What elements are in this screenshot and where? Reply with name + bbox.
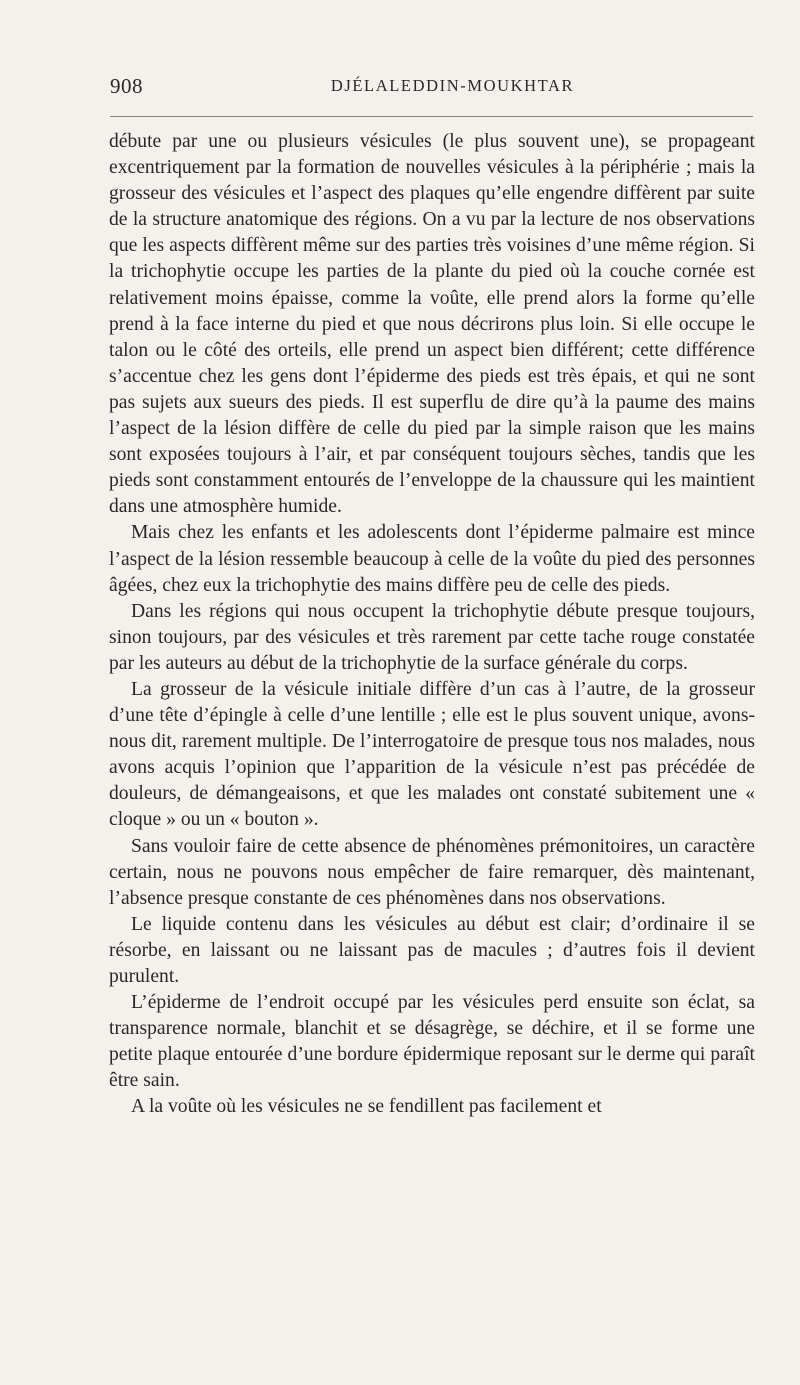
paragraph: Sans vouloir faire de cette absence de phénomènes prémonitoires, un caractère certain, nous ne pouvons nous empêcher de faire remarquer, dès maintenant, l’absence presque constante de ces phénomènes dans nos observations. xyxy=(109,835,755,909)
paragraph: Le liquide contenu dans les vésicules au début est clair; d’ordinaire il se résorbe, en laissant ou ne laissant pas de macules ; d’autres fois il devient purulent. xyxy=(109,913,755,987)
paragraph: L’épiderme de l’endroit occupé par les vésicules perd ensuite son éclat, sa transparence normale, blanchit et se désagrège, se déchire, et il se forme une petite plaque entourée d’une bordure épidermique reposant sur le derme qui paraît être sain. xyxy=(109,992,755,1092)
paragraph: Mais chez les enfants et les adolescents dont l’épiderme palmaire est mince l’aspect de la lésion ressemble beaucoup à celle de la voûte du pied des personnes âgées, chez eux la trichophytie des mains diffère peu de celle des pieds. xyxy=(109,522,755,596)
header-rule xyxy=(110,116,753,117)
paragraph: Dans les régions qui nous occupent la trichophytie débute presque toujours, sinon toujours, par des vésicules et très rarement par cette tache rouge constatée par les auteurs au début de la trichophytie de la surface générale du corps. xyxy=(109,600,755,674)
paragraph-continued: débute par une ou plusieurs vésicules (le plus souvent une), se propageant excentriquement par la formation de nouvelles vésicules à la périphérie ; mais la grosseur des vésicules et l’aspect des plaques qu’elle engendre diffèrent par suite de la structure anatomique des régions. On a vu par la lecture de nos observations que les aspects diffèrent même sur des parties très voisines d’une même région. Si la trichophytie occupe les parties de la plante du pied où la couche cornée est relativement moins épaisse, comme la voûte, elle prend alors la forme qu’elle prend à la face interne du pied et que nous décrirons plus loin. Si elle occupe le talon ou le côté des orteils, elle prend un aspect bien différent; cette différence s’accentue chez les gens dont l’épiderme des pieds est très épais, et qui ne sont pas sujets aux sueurs des pieds. Il est superflu de dire qu’à la paume des mains l’aspect de la lésion diffère de celle du pied par la simple raison que les mains sont exposées toujours à l’air, et par conséquent toujours sèches, tandis que les pieds sont constamment entourés de l’enveloppe de la chaussure qui les maintient dans une atmosphère humide. xyxy=(109,131,755,518)
page-number: 908 xyxy=(110,74,143,98)
paragraph: La grosseur de la vésicule initiale diffère d’un cas à l’autre, de la grosseur d’une tête d’épingle à celle d’une lentille ; elle est le plus souvent unique, avons-nous dit, rarement multiple. De l’interrogatoire de presque tous nos malades, nous avons acquis l’opinion que l’apparition de la vésicule n’est pas précédée de douleurs, de démangeaisons, et que les malades ont constaté subitement une « cloque » ou un « bouton ». xyxy=(109,678,755,831)
running-head: DJÉLALEDDIN-MOUKHTAR xyxy=(330,76,575,95)
body-text xyxy=(109,129,755,1121)
paragraph: A la voûte où les vésicules ne se fendillent pas facilement et xyxy=(131,1096,602,1118)
page-header xyxy=(110,74,755,104)
